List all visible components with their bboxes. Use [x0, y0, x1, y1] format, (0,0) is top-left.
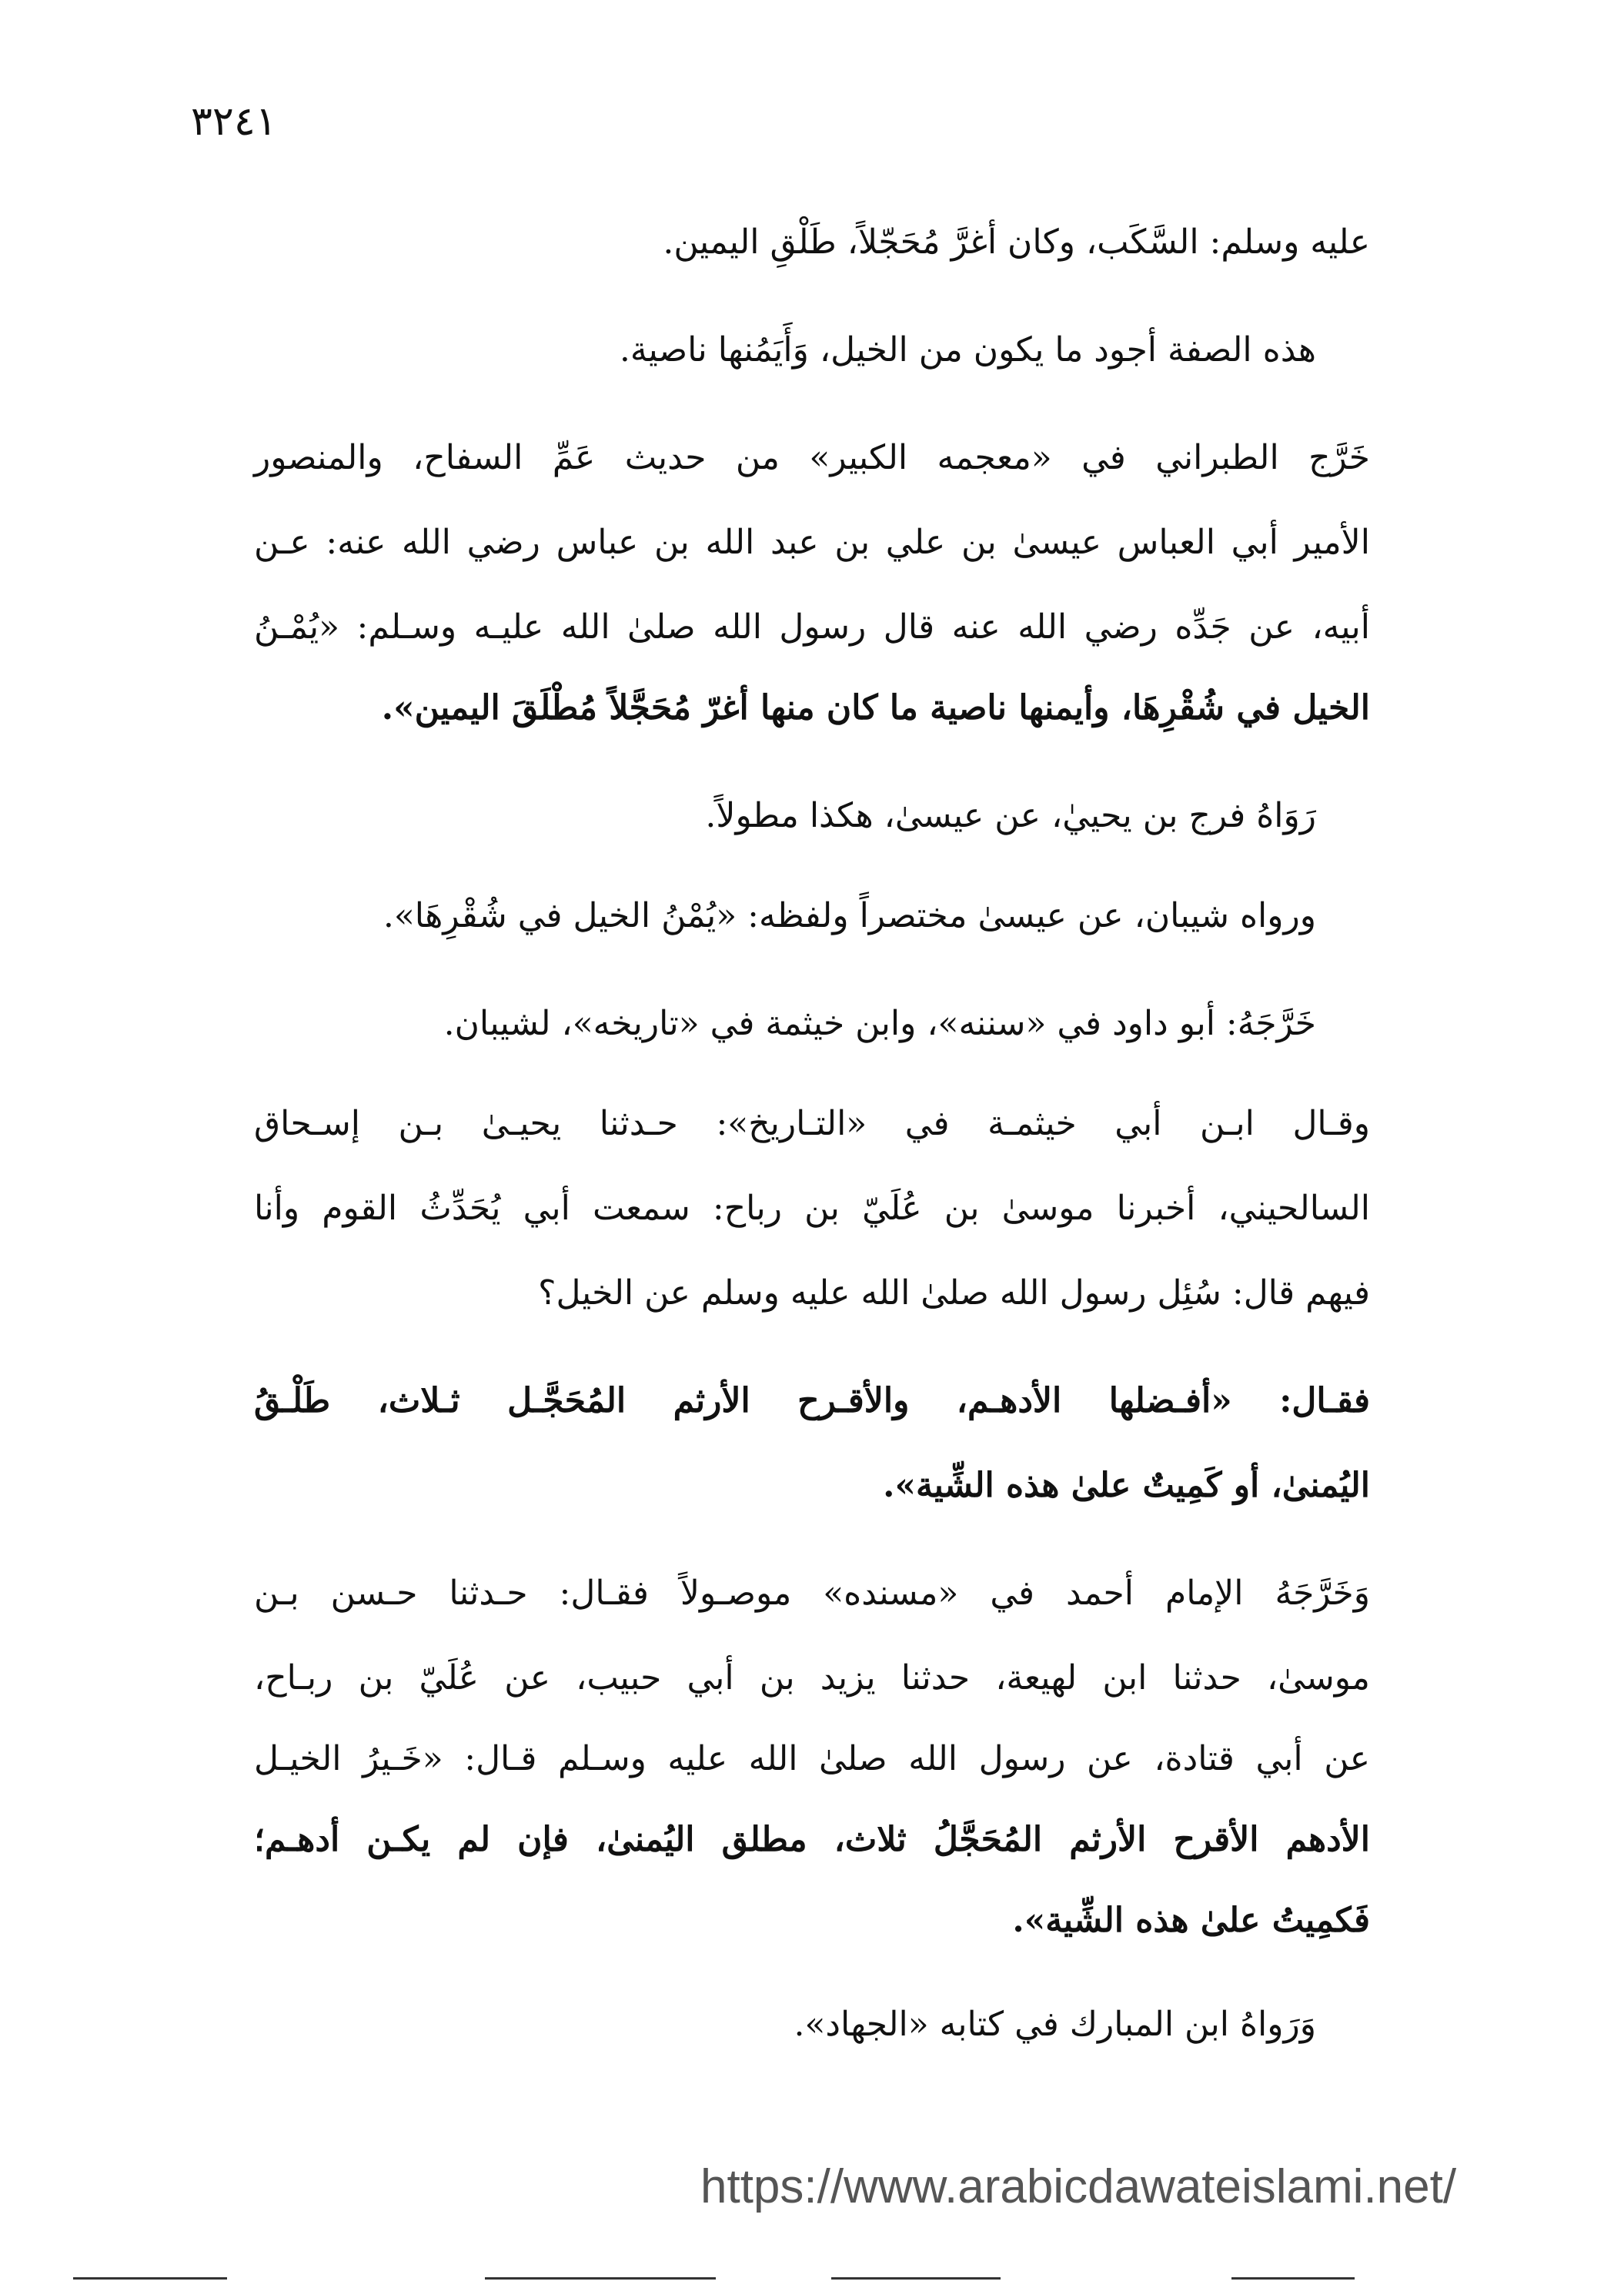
- text-line-10: وقـال ابـن أبي خيثمـة في «التـاريخ»: حـدثنا يحيـىٰ بـن إسـحاق: [254, 1104, 1371, 1143]
- text-line-19: فَكمِيتُ علىٰ هذه الشِّية».: [1012, 1901, 1370, 1940]
- text-line-3: خَرَّج الطبراني في «معجمه الكبير» من حديث عَمِّ السفاح، والمنصور: [254, 438, 1371, 477]
- text-line-5: أبيه، عن جَدِّه رضي الله عنه قال رسول الله صلىٰ الله عليـه وسـلم: «يُمْـنُ: [254, 607, 1370, 647]
- text-line-12: فيهم قال: سُئِل رسول الله صلىٰ الله عليه وسلم عن الخيل؟: [538, 1273, 1370, 1313]
- text-line-7: رَوَاهُ فرج بن يحييٰ، عن عيسىٰ، هكذا مطولاً.: [705, 796, 1316, 835]
- scan-edge-rule: [73, 2277, 227, 2280]
- text-line-13: فقـال: «أفـضلها الأدهـم، والأقـرح الأرثم المُحَجَّـل ثـلاث، طَلْـقُ: [254, 1381, 1370, 1420]
- text-line-8: ورواه شيبان، عن عيسىٰ مختصراً ولفظه: «يُمْنُ الخيل في شُقْرِهَا».: [383, 896, 1316, 935]
- text-line-14: اليُمنىٰ، أو كَمِيتٌ علىٰ هذه الشِّية».: [883, 1466, 1370, 1505]
- text-line-1: عليه وسلم: السَّكَب، وكان أغرَّ مُحَجّلاً، طَلْقِ اليمين.: [663, 222, 1370, 262]
- text-line-11: السالحيني، أخبرنا موسىٰ بن عُلَيّ بن رباح: سمعت أبي يُحَدِّثُ القوم وأنا: [254, 1189, 1370, 1228]
- scan-edge-rule: [485, 2277, 716, 2280]
- text-line-16: موسىٰ، حدثنا ابن لهيعة، حدثنا يزيد بن أبي حبيب، عن عُلَيّ بن ربـاح،: [254, 1658, 1370, 1698]
- text-line-17: عن أبي قتادة، عن رسول الله صلىٰ الله عليه وسـلم قـال: «خَـيرُ الخيـل: [254, 1739, 1370, 1778]
- watermark-url: https://www.arabicdawateislami.net/: [700, 2160, 1457, 2213]
- text-line-20: وَرَواهُ ابن المبارك في كتابه «الجهاد».: [794, 2005, 1316, 2044]
- page-number: ٣٢٤١: [191, 99, 277, 145]
- text-line-2: هذه الصفة أجود ما يكون من الخيل، وَأَيَمُنها ناصية.: [619, 330, 1316, 370]
- scan-edge-rule: [1231, 2277, 1355, 2280]
- text-line-9: خَرَّجَهُ: أبو داود في «سننه»، وابن خيثمة في «تاريخه»، لشيبان.: [443, 1004, 1316, 1043]
- scan-edge-rule: [831, 2277, 1001, 2280]
- text-line-6: الخيل في شُقْرِهَا، وأيمنها ناصية ما كان منها أغرّ مُحَجَّلاً مُطْلَقَ اليمين».: [381, 688, 1370, 728]
- text-line-18: الأدهم الأقرح الأرثم المُحَجَّلُ ثلاث، مطلق اليُمنىٰ، فإن لم يكـن أدهـم؛: [254, 1820, 1370, 1859]
- text-line-15: وَخَرَّجَهُ الإمام أحمد في «مسنده» موصـولاً فقـال: حـدثنا حـسن بـن: [254, 1574, 1370, 1613]
- text-line-4: الأمير أبي العباس عيسىٰ بن علي بن عبد الله بن عباس رضي الله عنه: عـن: [254, 523, 1370, 562]
